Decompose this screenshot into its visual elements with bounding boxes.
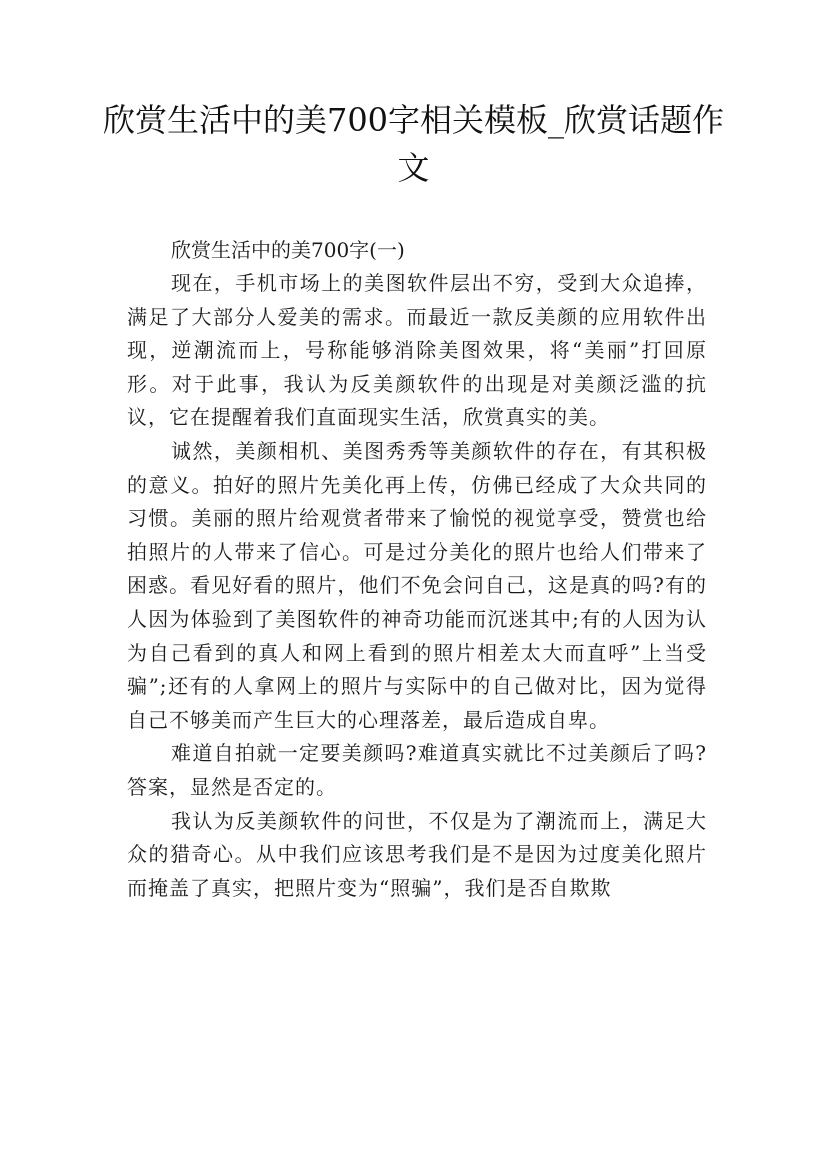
document-title: 欣赏生活中的美700字相关模板_欣赏话题作文 — [102, 101, 725, 187]
paragraph-3: 难道自拍就一定要美颜吗?难道真实就比不过美颜后了吗?答案，显然是否定的。 — [127, 741, 707, 799]
paragraph-2: 诚然，美颜相机、美图秀秀等美颜软件的存在，有其积极的意义。拍好的照片先美化再上传，仿佛已经成了大众共同的习惯。美丽的照片给观赏者带来了愉悦的视觉享受，赞赏也给拍照片的人带来了信心。可是过分美化的照片也给人们带来了困惑。看见好看的照片，他们不免会问自己，这是真的吗?有的人因为体验到了美图软件的神奇功能而沉迷其中;有的人因为认为自己看到的真人和网上看到的照片相差太大而直呼”上当受骗”;还有的人拿网上的照片与实际中的自己做对比，因为觉得自己不够美而产生巨大的心理落差，最后造成自卑。 — [127, 438, 707, 732]
document-body — [127, 233, 707, 905]
section-heading: 欣赏生活中的美700字(一) — [171, 238, 405, 262]
paragraph-1: 现在，手机市场上的美图软件层出不穷，受到大众追捧，满足了大部分人爱美的需求。而最近一款反美颜的应用软件出现，逆潮流而上，号称能够消除美图效果，将“美丽”打回原形。对于此事，我认为反美颜软件的出现是对美颜泛滥的抗议，它在提醒着我们直面现实生活，欣赏真实的美。 — [127, 271, 707, 430]
paragraph-4: 我认为反美颜软件的问世，不仅是为了潮流而上，满足大众的猎奇心。从中我们应该思考我们是不是因为过度美化照片而掩盖了真实，把照片变为“照骗”，我们是否自欺欺 — [127, 808, 707, 900]
